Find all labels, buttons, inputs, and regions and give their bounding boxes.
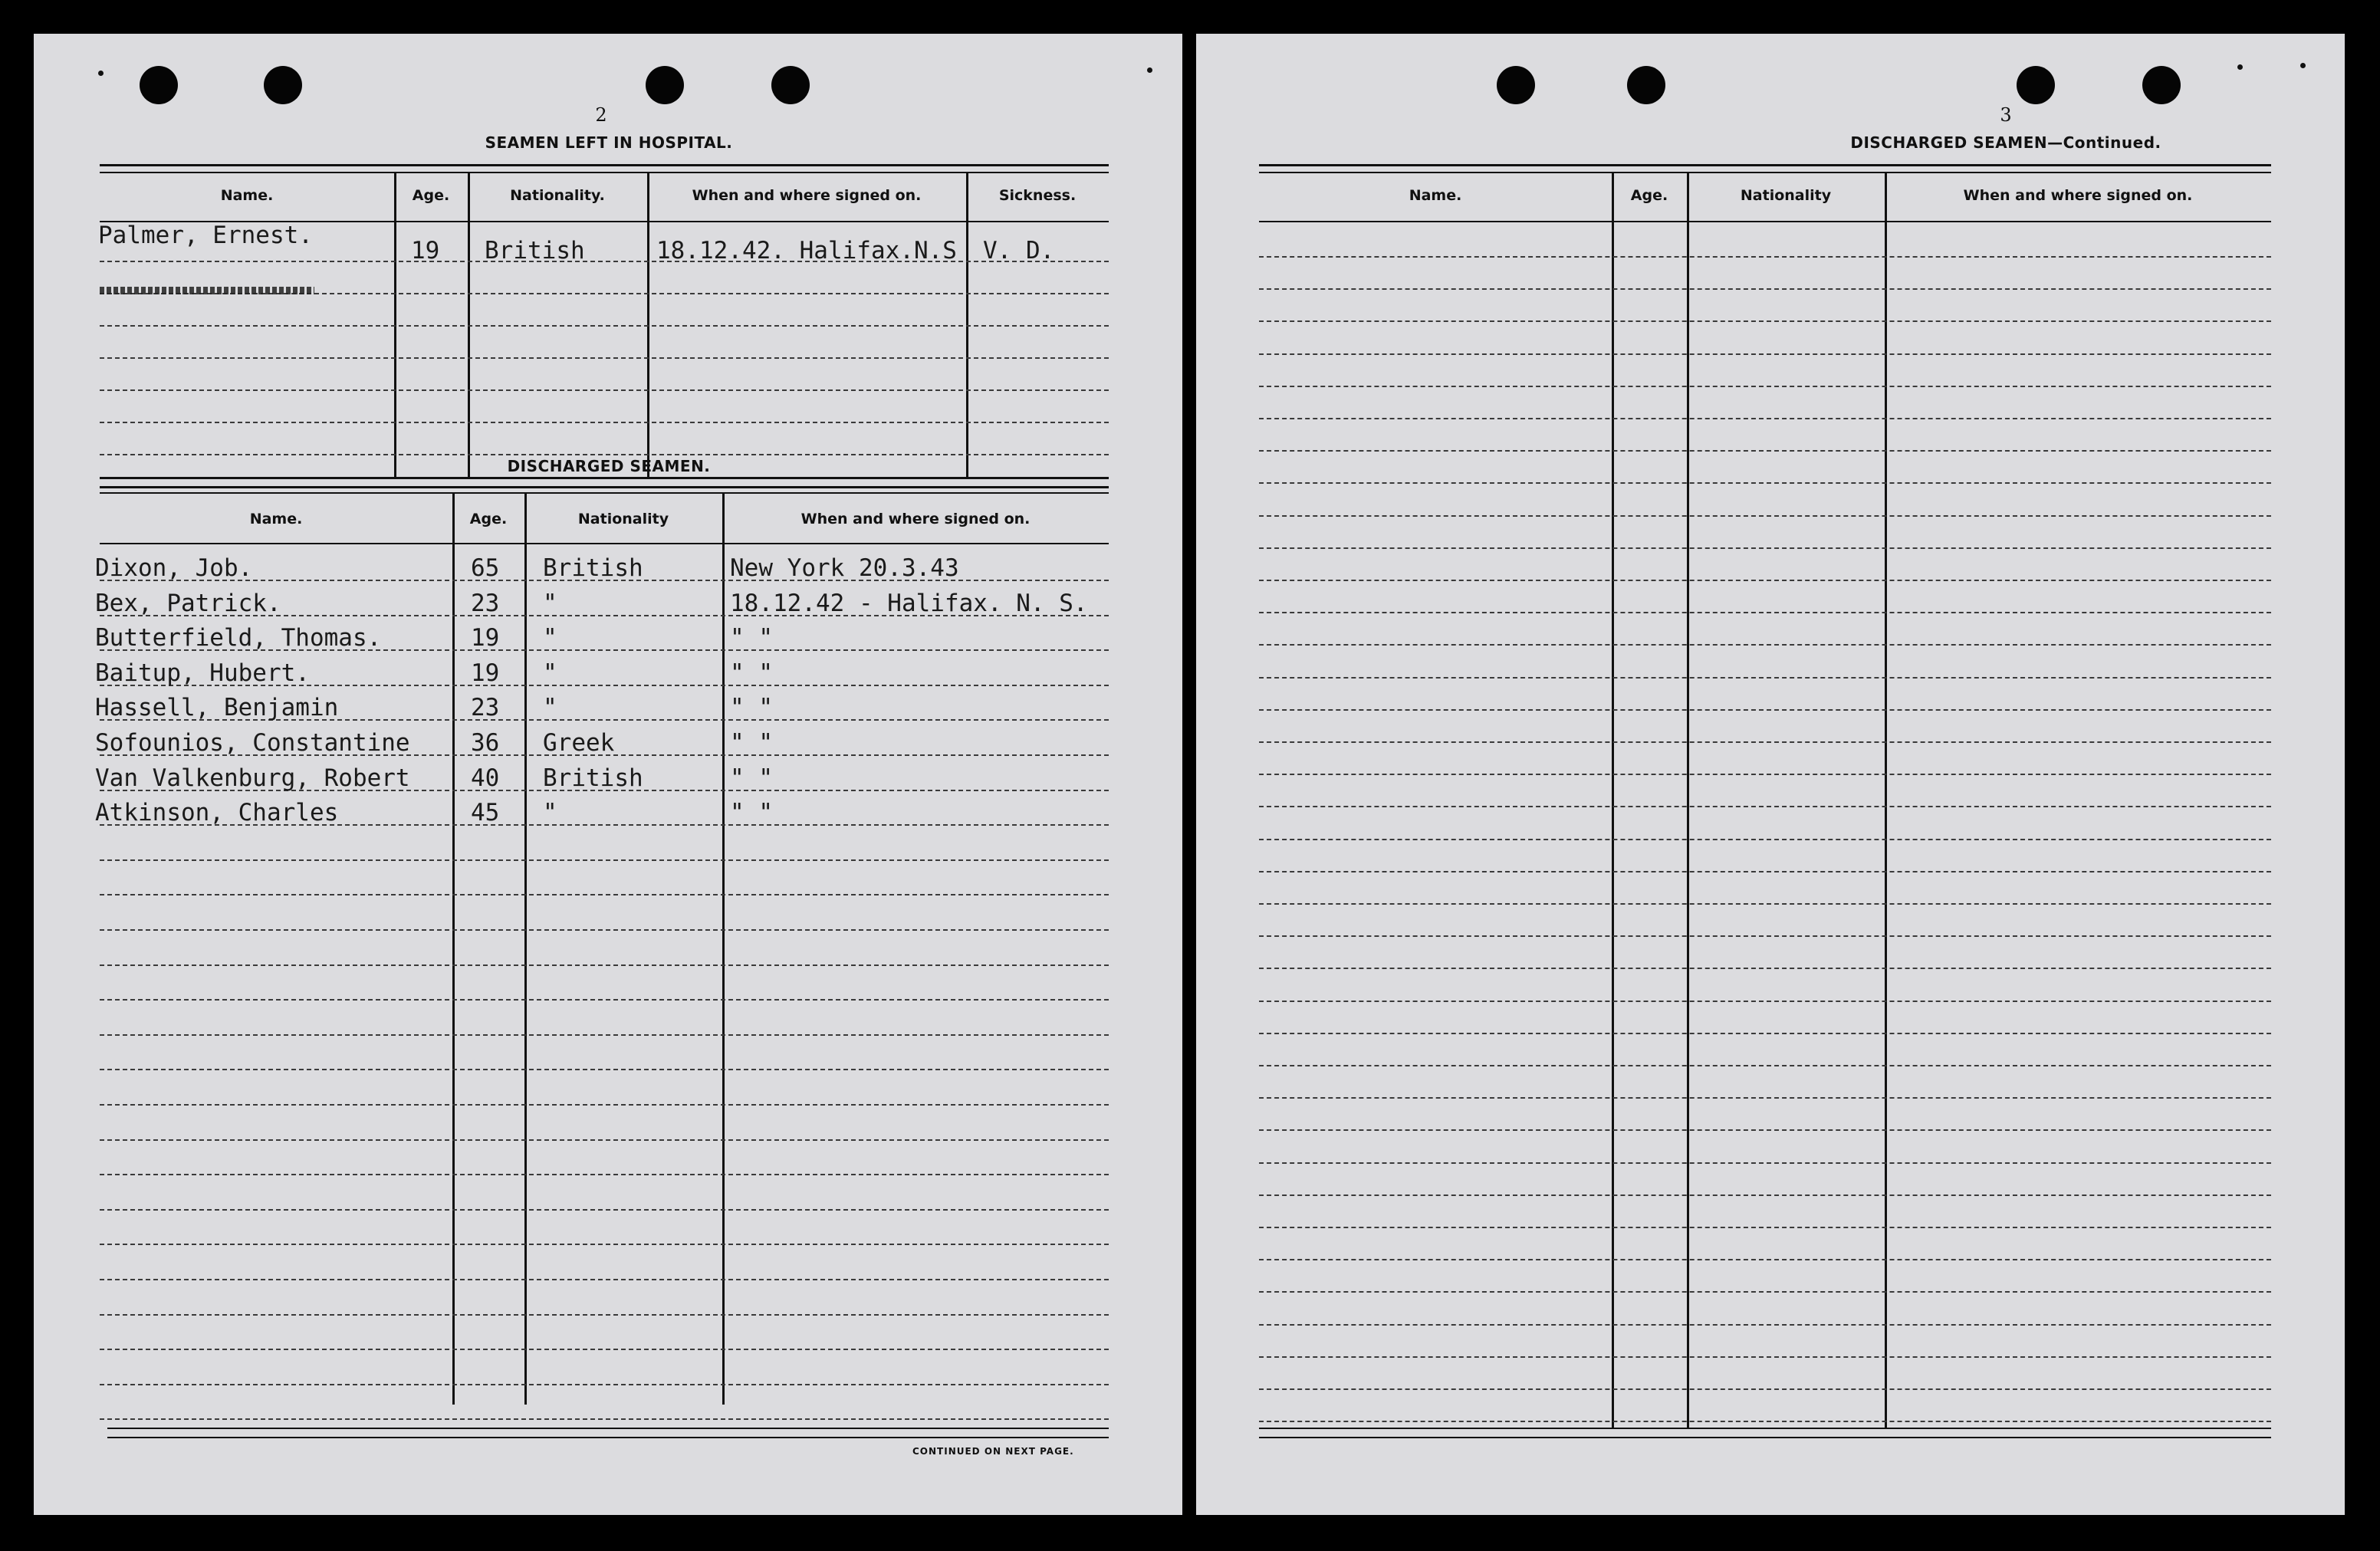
hospital-header-name: Name.	[220, 187, 274, 204]
ruled-line	[1259, 482, 2271, 484]
discharged-row-name: Atkinson, Charles	[95, 799, 339, 827]
ruled-line	[100, 1384, 1109, 1385]
discharged-row-signed-on: " "	[730, 764, 773, 792]
ruled-line	[1259, 1033, 2271, 1034]
ruled-line	[1259, 677, 2271, 679]
continued-col-divider	[1612, 173, 1614, 1428]
ruled-line	[1259, 386, 2271, 387]
punch-hole	[1497, 66, 1535, 104]
continued-section-title: DISCHARGED SEAMEN—Continued.	[1850, 133, 2161, 152]
discharged-row-signed-on: New York 20.3.43	[730, 554, 959, 582]
ruled-line	[1259, 935, 2271, 937]
ruled-line	[100, 357, 1109, 359]
discharged-header-rule	[100, 543, 1109, 544]
ruled-line	[100, 454, 1109, 455]
punch-hole	[264, 66, 302, 104]
discharged-row-name: Baitup, Hubert.	[95, 659, 310, 687]
ruled-line	[1259, 418, 2271, 419]
discharged-row-signed-on: " "	[730, 694, 773, 722]
discharged-row-name: Butterfield, Thomas.	[95, 624, 382, 652]
discharged-row-nationality: British	[543, 764, 643, 792]
ruled-line	[1259, 1065, 2271, 1066]
discharged-row-name: Van Valkenburg, Robert	[95, 764, 410, 792]
discharged-row-age: 65	[471, 554, 500, 582]
ruled-line	[1259, 450, 2271, 452]
ruled-line	[100, 1244, 1109, 1245]
speck-mark	[2300, 63, 2306, 68]
ruled-line	[100, 325, 1109, 327]
continued-bottom-rule-2	[1259, 1437, 2271, 1438]
ruled-line	[1259, 1388, 2271, 1390]
continued-header-nationality: Nationality	[1740, 187, 1832, 204]
ruled-line	[1259, 256, 2271, 258]
continued-note: CONTINUED ON NEXT PAGE.	[912, 1446, 1074, 1457]
discharged-row-nationality: "	[543, 799, 557, 827]
punch-hole	[140, 66, 178, 104]
discharged-row-age: 19	[471, 624, 500, 652]
continued-header-age: Age.	[1630, 187, 1668, 204]
hospital-row-sickness: V. D.	[983, 237, 1055, 265]
ruled-line	[100, 1069, 1109, 1070]
ruled-line	[100, 422, 1109, 423]
discharged-row-age: 23	[471, 589, 500, 617]
discharged-row-nationality: British	[543, 554, 643, 582]
discharged-col-divider	[722, 494, 725, 1405]
hospital-header-signed-on: When and where signed on.	[692, 187, 922, 204]
discharged-row-age: 23	[471, 694, 500, 722]
ruled-line	[100, 964, 1109, 966]
hospital-section-title: SEAMEN LEFT IN HOSPITAL.	[485, 133, 733, 152]
struck-out-text	[100, 287, 314, 294]
discharged-row-nationality: "	[543, 589, 557, 617]
ruled-line	[1259, 968, 2271, 969]
ruled-line	[1259, 353, 2271, 355]
hospital-top-rule	[100, 164, 1109, 166]
ruled-line	[1259, 1356, 2271, 1358]
ruled-line	[1259, 612, 2271, 613]
ruled-line	[1259, 1194, 2271, 1196]
discharged-top-rule	[100, 486, 1109, 488]
ruled-line	[1259, 903, 2271, 905]
continued-col-divider	[1885, 173, 1887, 1428]
ruled-line	[1259, 839, 2271, 840]
ruled-line	[1259, 1291, 2271, 1293]
punch-hole	[2142, 66, 2181, 104]
hospital-header-age: Age.	[412, 187, 450, 204]
ruled-line	[100, 859, 1109, 861]
ruled-line	[1259, 1227, 2271, 1228]
ruled-line	[100, 261, 1109, 262]
ruled-line	[100, 999, 1109, 1001]
discharged-row-nationality: Greek	[543, 729, 615, 757]
ruled-line	[100, 389, 1109, 391]
continued-header-rule	[1259, 221, 2271, 222]
hospital-bottom-rule	[100, 477, 1109, 479]
discharged-row-age: 36	[471, 729, 500, 757]
ruled-line	[1259, 1421, 2271, 1422]
left-page	[34, 34, 1182, 1515]
discharged-col-divider	[524, 494, 527, 1405]
discharged-row-signed-on: " "	[730, 729, 773, 757]
ruled-line	[1259, 320, 2271, 322]
hospital-row-name: Palmer, Ernest.	[98, 222, 313, 249]
ruled-line	[1259, 709, 2271, 711]
discharged-row-nationality: "	[543, 624, 557, 652]
ruled-line	[1259, 1097, 2271, 1099]
discharged-section-title: DISCHARGED SEAMEN.	[507, 457, 711, 475]
discharged-row-age: 19	[471, 659, 500, 687]
ruled-line	[100, 1314, 1109, 1316]
ruled-line	[1259, 871, 2271, 872]
ruled-line	[1259, 1001, 2271, 1002]
ruled-line	[100, 894, 1109, 895]
discharged-row-nationality: "	[543, 659, 557, 687]
speck-mark	[1147, 67, 1152, 73]
discharged-header-signed-on: When and where signed on.	[800, 511, 1031, 527]
punch-hole	[1627, 66, 1665, 104]
discharged-row-name: Sofounios, Constantine	[95, 729, 410, 757]
continued-header-name: Name.	[1409, 187, 1462, 204]
hospital-top-rule-2	[100, 172, 1109, 173]
ruled-line	[1259, 644, 2271, 646]
page-number: 2	[595, 104, 607, 126]
ruled-line	[1259, 288, 2271, 290]
punch-hole	[646, 66, 684, 104]
speck-mark	[2237, 64, 2243, 70]
hospital-row-nationality: British	[485, 237, 585, 265]
ruled-line	[100, 1279, 1109, 1280]
discharged-col-divider	[452, 494, 455, 1405]
ruled-line	[100, 1174, 1109, 1175]
discharged-header-nationality: Nationality	[577, 511, 669, 527]
discharged-top-rule-2	[100, 492, 1109, 494]
ruled-line	[100, 1034, 1109, 1036]
hospital-header-nationality: Nationality.	[510, 187, 605, 204]
ruled-line	[1259, 1324, 2271, 1326]
discharged-row-signed-on: " "	[730, 659, 773, 687]
discharged-row-name: Dixon, Job.	[95, 554, 253, 582]
ruled-line	[100, 1349, 1109, 1350]
speck-mark	[98, 71, 104, 76]
page-number: 3	[2000, 104, 2012, 126]
hospital-row-signed-on: 18.12.42. Halifax.N.S	[656, 237, 957, 265]
continued-top-rule	[1259, 164, 2271, 166]
discharged-row-signed-on: " "	[730, 799, 773, 827]
discharged-row-nationality: "	[543, 694, 557, 722]
discharged-row-name: Bex, Patrick.	[95, 589, 281, 617]
ruled-line	[1259, 741, 2271, 743]
continued-bottom-rule	[1259, 1428, 2271, 1429]
discharged-row-signed-on: " "	[730, 624, 773, 652]
ruled-line	[1259, 515, 2271, 517]
discharged-row-signed-on: 18.12.42 - Halifax. N. S.	[730, 589, 1088, 617]
continued-header-signed-on: When and where signed on.	[1963, 187, 2193, 204]
hospital-header-sickness: Sickness.	[998, 187, 1077, 204]
discharged-row-name: Hassell, Benjamin	[95, 694, 339, 722]
discharged-row-age: 45	[471, 799, 500, 827]
ruled-line	[1259, 774, 2271, 775]
ruled-line	[1259, 1129, 2271, 1131]
ruled-line	[1259, 1259, 2271, 1260]
discharged-header-age: Age.	[469, 511, 508, 527]
ruled-line	[100, 1418, 1109, 1420]
discharged-row-age: 40	[471, 764, 500, 792]
continued-col-divider	[1687, 173, 1689, 1428]
ruled-line	[1259, 580, 2271, 581]
punch-hole	[771, 66, 810, 104]
ruled-line	[100, 1104, 1109, 1106]
hospital-row-age: 19	[411, 237, 440, 265]
ruled-line	[1259, 547, 2271, 549]
discharged-header-name: Name.	[249, 511, 303, 527]
ruled-line	[100, 1139, 1109, 1141]
continued-top-rule-2	[1259, 172, 2271, 173]
punch-hole	[2017, 66, 2055, 104]
right-page	[1196, 34, 2345, 1515]
discharged-bottom-rule	[107, 1428, 1109, 1429]
ruled-line	[100, 929, 1109, 931]
ruled-line	[100, 1209, 1109, 1211]
ruled-line	[1259, 806, 2271, 807]
ruled-line	[1259, 1162, 2271, 1164]
discharged-bottom-rule-2	[107, 1437, 1109, 1438]
